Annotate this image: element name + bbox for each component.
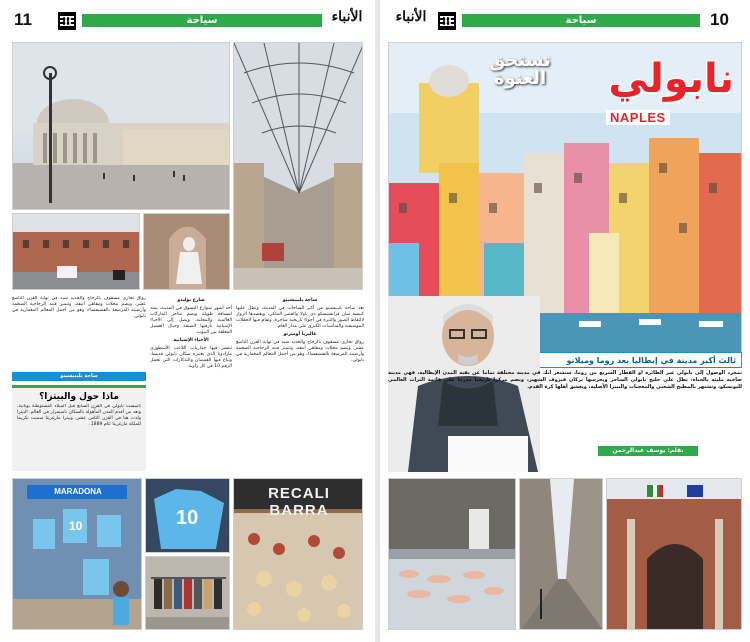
title-latin: NAPLES — [606, 110, 670, 125]
byline: بقلم: يوسف عبدالرحمن — [598, 446, 698, 456]
galleria-umberto-photo — [233, 42, 363, 290]
statue-photo — [143, 213, 230, 290]
section-bar: سياحة — [82, 14, 322, 27]
page-header — [0, 8, 375, 34]
royal-palace-photo — [12, 213, 140, 290]
article-headline: ثالث أكبر مدينة في إيطاليا بعد روما وميلانو — [530, 352, 742, 368]
article-column-2: شارع توليدو أحد أشهر شوارع التسوق في المدينة، يمتد لمسافة طويلة ويضم متاجر الماركات العالمية والمحلية، ويصل إلى الأحياء الإسبانية بأزقتها الضيقة وحبال الغسيل المعلقة بين البيوت. الأحياء الإسبانية تنتشر فيها جداريات اللاعب الأسطوري مارادونا الذي يعتبره سكان نابولي قديسا، وتباع فيها القمصان والتذكارات التي تحمل الرقم 10 في كل زاوية. — [150, 298, 232, 369]
clothes-rack-photo — [145, 556, 230, 630]
article-column-3: رواق تجاري مسقوف بالزجاج والحديد شيد في نهاية القرن التاسع عشر، ويضم محلات ومقاهي أنيقة، وتتميز قبته الزجاجية الضخمة وأرضيته المرصعة بالفسيفساء، وهو من أجمل المعالم المعمارية في نابولي. — [12, 296, 146, 319]
title-naples: نابولي — [608, 56, 734, 102]
section-bar-right: سياحة — [462, 14, 700, 27]
page-number-right: 10 — [710, 10, 729, 29]
info-box — [12, 385, 146, 471]
photo-caption: ساحة بليبيشيتو — [12, 372, 146, 381]
page-header-right — [380, 8, 750, 34]
fish-market-photo — [388, 478, 516, 630]
maradona-sign: MARADONA — [54, 487, 102, 496]
piazza-plebiscito-photo — [12, 42, 230, 210]
qr-code-icon — [58, 12, 76, 30]
title-subtitle: تستحق العنوة — [489, 50, 551, 89]
narrow-street-photo — [519, 478, 603, 630]
pastry-shop-photo — [233, 478, 363, 630]
jersey-photo — [145, 478, 230, 553]
info-box-text: تأسست نابولي في القرن السابع قبل الميلاد كمستوطنة يونانية، وتعد من أقدم المدن المأهولة بالسكان باستمرار في العالم. البيتزا ولدت هنا في القرن الثامن عشر، وبيتزا مارغريتا سميت تكريما للملكة مارغريتا عام 1889. — [17, 404, 141, 427]
jersey-number: 10 — [69, 519, 83, 533]
article-column-1: ساحة بليبيشيتو تعد ساحة بليبيشيتو من أكبر الساحات في المدينة، وتطل عليها كنيسة سان فرانشيسكو دي باولا والقصر الملكي، ويقصدها الزوار لالتقاط الصور والتنزه في أجواء تاريخية ساحرة، وتقام فيها الحفلات الموسيقية والمناسبات الكبرى على مدار العام. غاليريا أومبرتو رواق تجاري مسقوف بالزجاج والحديد شيد في نهاية القرن التاسع عشر، ويضم محلات ومقاهي أنيقة، وتتميز قبته الزجاجية الضخمة وأرضيته المرصعة بالفسيفساء، وهو من أجمل المعالم المعمارية في نابولي. — [236, 298, 364, 363]
qr-code-icon-right — [438, 12, 456, 30]
newspaper-logo-right: الأنباء — [395, 9, 427, 25]
page-number: 11 — [14, 10, 32, 29]
jersey-number-2: 10 — [176, 507, 199, 529]
maradona-shop-photo — [12, 478, 142, 630]
article-intro: بمجرد الوصول إلى نابولي عبر الطائرة أو القطار السريع من روما، ستشعر أنك في مدينة مختلفة تماما عن بقية المدن الإيطالية، فهي مدينة صاخبة مليئة بالحياة، تطل على خليج نابولي الساحر ويحرسها بركان فيزوف الشهير، وتضم مركزا تاريخيا مدرجا على قائمة التراث العالمي لليونسكو، وتشتهر بالمطبخ الشعبي والمعجنات والبيتزا الأصلية، ويعشق أهلها كرة القدم. — [388, 370, 742, 390]
shop-sign: RECALI BARRA — [268, 485, 330, 519]
newspaper-logo: الأنباء — [331, 9, 363, 25]
palace-gate-photo — [606, 478, 742, 630]
page-10 — [380, 0, 750, 642]
info-box-title: ماذا حول والبيتزا؟ — [39, 392, 119, 402]
